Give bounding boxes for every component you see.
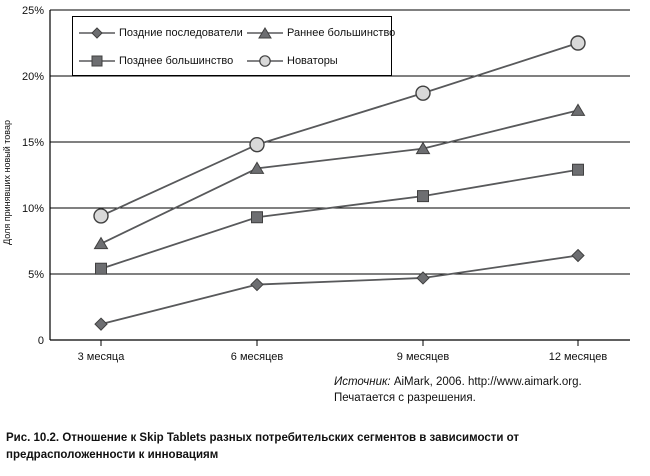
y-tick-label-15: 15% <box>21 137 44 149</box>
x-tick-label-3: 9 месяцев <box>396 351 450 363</box>
source-text: AiMark, 2006. http://www.aimark.org. <box>393 376 582 388</box>
data-point <box>251 279 263 291</box>
x-tick-label-1: 3 месяца <box>77 351 125 363</box>
data-point <box>573 164 584 175</box>
y-tick-label-20: 20% <box>21 71 44 83</box>
series-2 <box>95 104 585 248</box>
y-tick-label-0: 0 <box>37 335 44 347</box>
data-point <box>96 263 107 274</box>
data-point <box>95 238 108 249</box>
legend-label-innovators: Новаторы <box>287 55 338 67</box>
legend-marker-diamond-icon <box>79 27 115 39</box>
legend-marker-circle-icon <box>247 55 283 67</box>
y-tick-label-25: 25% <box>21 5 44 17</box>
legend-item-late-followers <box>79 19 247 47</box>
x-tick-label-4: 12 месяцев <box>548 351 608 363</box>
y-tick-label-10: 10% <box>21 203 44 215</box>
data-point <box>571 36 585 50</box>
source-note <box>334 374 582 406</box>
legend-marker-triangle-icon <box>247 27 283 39</box>
source-label: Источник: <box>334 376 391 388</box>
data-point <box>252 212 263 223</box>
legend-item-early-majority <box>247 19 397 47</box>
series-layer <box>94 36 585 330</box>
legend-item-innovators <box>247 47 397 75</box>
data-point <box>418 191 429 202</box>
legend-item-late-majority <box>79 47 247 75</box>
figure-number: Рис. 10.2. <box>6 432 60 444</box>
legend-label-early-majority: Раннее большинство <box>287 27 396 39</box>
legend-marker-square-icon <box>79 55 115 67</box>
figure-caption-text: Отношение к Skip Tablets разных потребительских сегментов в зависимости от предрасположенности к инновациям <box>6 432 520 461</box>
chart-legend <box>72 16 396 76</box>
legend-label-late-followers: Поздние последователи <box>119 27 243 39</box>
data-point <box>572 250 584 262</box>
data-point <box>94 209 108 223</box>
data-point <box>250 138 264 152</box>
figure-caption <box>6 430 646 464</box>
x-tick-label-2: 6 месяцев <box>230 351 284 363</box>
source-permission: Печатается с разрешения. <box>334 392 476 404</box>
series-1 <box>95 250 584 331</box>
y-axis-label: Доля принявших новый товар <box>2 120 12 245</box>
legend-label-late-majority: Позднее большинство <box>119 55 234 67</box>
y-tick-label-5: 5% <box>28 269 44 281</box>
series-3 <box>96 164 584 274</box>
data-point <box>572 104 585 115</box>
data-point <box>95 318 107 330</box>
data-point <box>416 86 430 100</box>
